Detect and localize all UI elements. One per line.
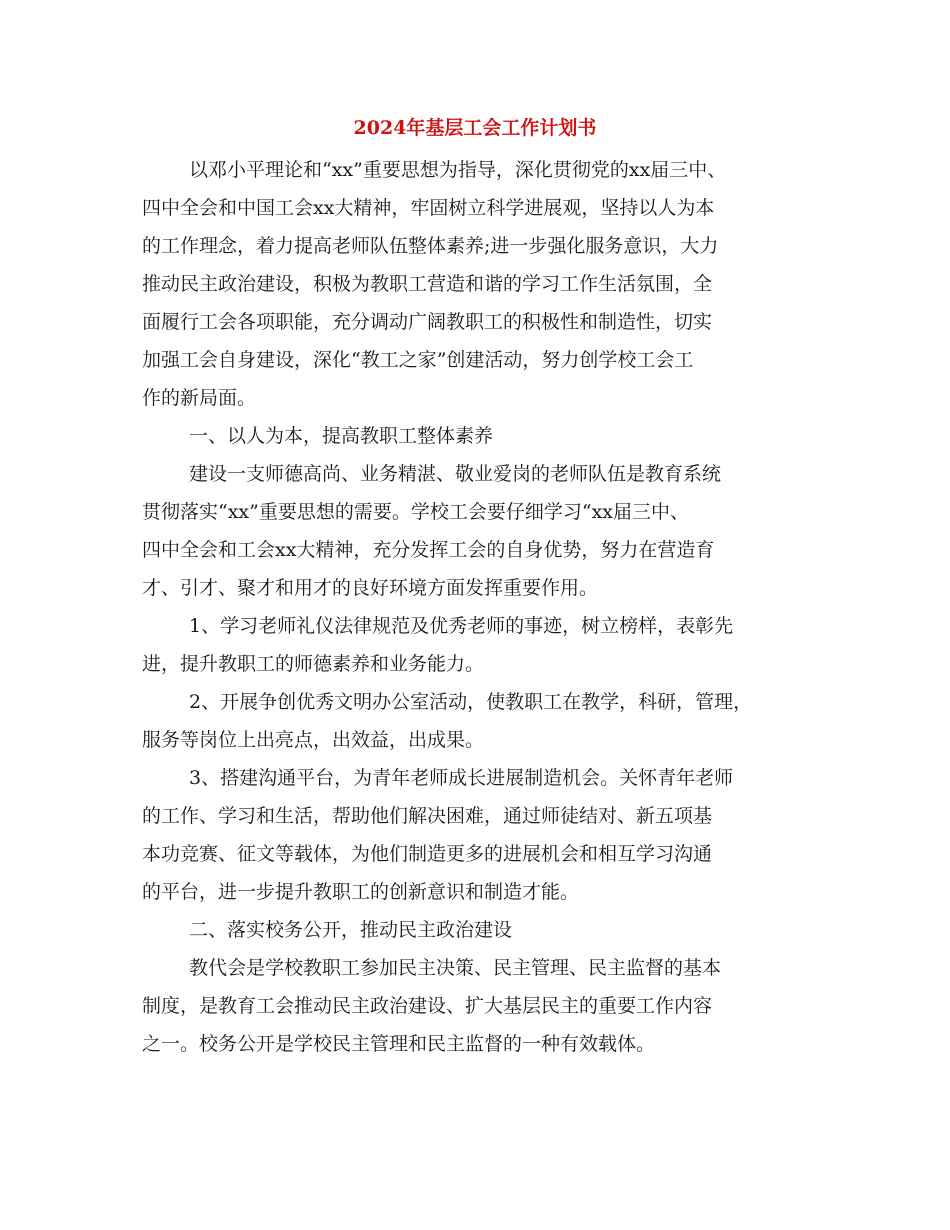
text-line: 才、引才、聚才和用才的良好环境方面发挥重要作用。 bbox=[142, 577, 599, 599]
text-line: 面履行工会各项职能，充分调动广阔教职工的积极性和制造性，切实 bbox=[142, 311, 713, 333]
text-line: 四中全会和工会xx大精神，充分发挥工会的自身优势，努力在营造育 bbox=[142, 539, 715, 561]
text-line: 的平台，进一步提升教职工的创新意识和制造才能。 bbox=[142, 881, 580, 903]
text-line: 本功竞赛、征文等载体，为他们制造更多的进展机会和相互学习沟通 bbox=[142, 843, 713, 865]
document-title: 2024年基层工会工作计划书 bbox=[353, 117, 597, 139]
text-line: 3、搭建沟通平台，为青年老师成长进展制造机会。关怀青年老师 bbox=[189, 767, 734, 789]
text-line: 以邓小平理论和“xx”重要思想为指导，深化贯彻党的xx届三中、 bbox=[189, 159, 727, 181]
section-heading: 二、落实校务公开，推动民主政治建设 bbox=[189, 919, 513, 941]
text-line: 2、开展争创优秀文明办公室活动，使教职工在教学，科研，管理， bbox=[189, 691, 753, 713]
text-line: 之一。校务公开是学校民主管理和民主监督的一种有效载体。 bbox=[142, 1033, 656, 1055]
text-line: 贯彻落实“xx”重要思想的需要。学校工会要仔细学习“xx届三中、 bbox=[142, 501, 690, 523]
text-line: 的工作理念，着力提高老师队伍整体素养;进一步强化服务意识，大力 bbox=[142, 235, 719, 257]
text-line: 的工作、学习和生活，帮助他们解决困难，通过师徒结对、新五项基 bbox=[142, 805, 713, 827]
text-line: 1、学习老师礼仪法律规范及优秀老师的事迹，树立榜样，表彰先 bbox=[189, 615, 734, 637]
text-line: 四中全会和中国工会xx大精神，牢固树立科学进展观，坚持以人为本 bbox=[142, 197, 715, 219]
text-line: 教代会是学校教职工参加民主决策、民主管理、民主监督的基本 bbox=[189, 957, 722, 979]
text-line: 制度，是教育工会推动民主政治建设、扩大基层民主的重要工作内容 bbox=[142, 995, 713, 1017]
text-line: 进，提升教职工的师德素养和业务能力。 bbox=[142, 653, 485, 675]
text-line: 作的新局面。 bbox=[142, 387, 257, 409]
text-line: 建设一支师德高尚、业务精湛、敬业爱岗的老师队伍是教育系统 bbox=[189, 463, 722, 485]
text-line: 加强工会自身建设，深化“教工之家”创建活动，努力创学校工会工 bbox=[142, 349, 694, 371]
text-line: 推动民主政治建设，积极为教职工营造和谐的学习工作生活氛围，全 bbox=[142, 273, 713, 295]
section-heading: 一、以人为本，提高教职工整体素养 bbox=[189, 425, 494, 447]
text-line: 服务等岗位上出亮点，出效益，出成果。 bbox=[142, 729, 485, 751]
